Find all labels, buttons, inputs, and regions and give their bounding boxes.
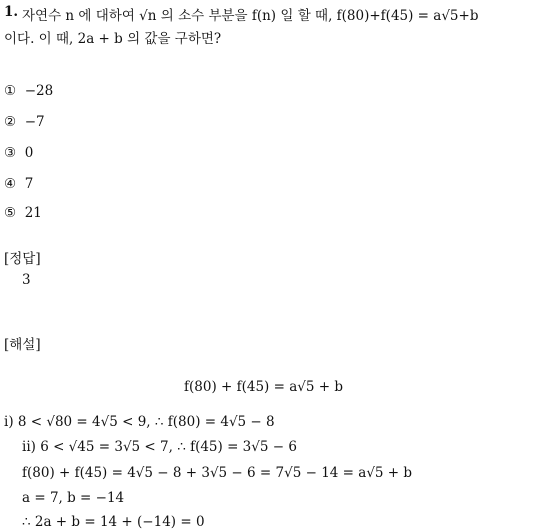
solution-line-3: f(80) + f(45) = 4√5 − 8 + 3√5 − 6 = 7√5 − 14 = a√5 + b (22, 465, 413, 481)
choice-value: 0 (24, 145, 34, 161)
solution-line-4: a = 7, b = −14 (22, 490, 125, 506)
choice-value: −28 (24, 83, 54, 99)
solution-center-equation: f(80) + f(45) = a√5 + b (184, 379, 343, 395)
choice-mark: ⑤ (4, 205, 17, 221)
solution-line-5: ∴ 2a + b = 14 + (−14) = 0 (22, 514, 205, 530)
solution-line-2: ii) 6 < √45 = 3√5 < 7, ∴ f(45) = 3√5 − 6 (22, 439, 297, 455)
solution-label: [해설] (4, 337, 41, 353)
answer-label: [정답] (4, 251, 41, 267)
choice-2[interactable] (4, 114, 45, 130)
question-number: 1. (4, 4, 19, 20)
choice-5[interactable] (4, 205, 42, 221)
choice-value: 7 (24, 176, 34, 192)
choice-1[interactable] (4, 83, 53, 99)
answer-value: 3 (22, 272, 31, 288)
choice-mark: ④ (4, 176, 17, 192)
solution-line-1: i) 8 < √80 = 4√5 < 9, ∴ f(80) = 4√5 − 8 (4, 414, 275, 430)
choice-mark: ③ (4, 145, 17, 161)
choice-mark: ① (4, 83, 17, 99)
choice-4[interactable] (4, 176, 33, 192)
choice-value: 21 (24, 205, 42, 221)
choice-3[interactable] (4, 145, 33, 161)
question-line-2: 이다. 이 때, 2a + b 의 값을 구하면? (4, 31, 222, 47)
question-line-1: 자연수 n 에 대하여 √n 의 소수 부분을 f(n) 일 할 때, f(80)+f(45) = a√5+b (22, 8, 479, 24)
choice-mark: ② (4, 114, 17, 130)
choice-value: −7 (24, 114, 45, 130)
